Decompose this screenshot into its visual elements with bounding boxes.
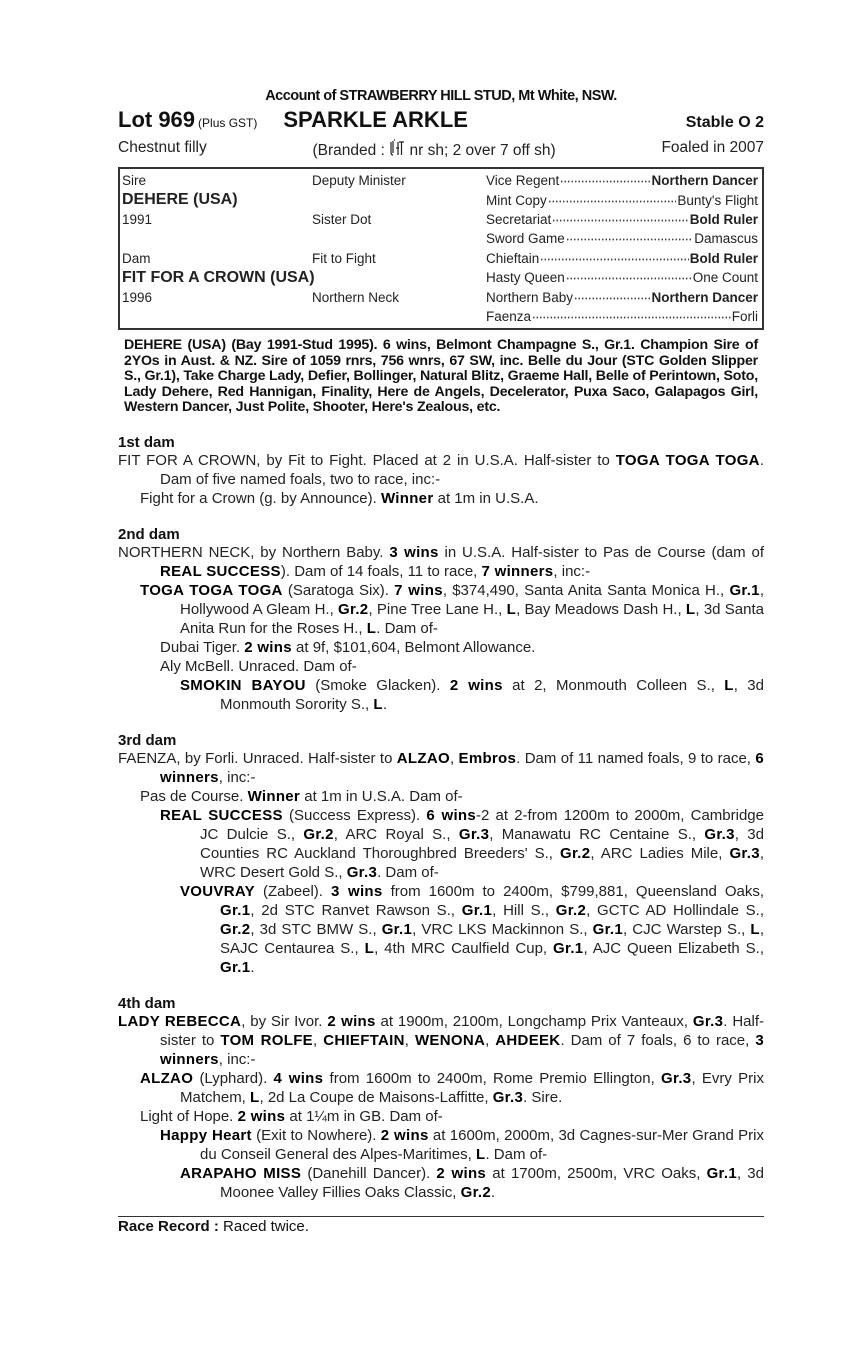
text: (Lyphard).	[193, 1069, 274, 1087]
text: , 2d STC Ranvet Rawson S.,	[250, 901, 462, 919]
text: from 1600m to 2400m, Rome Premio Ellington,	[323, 1069, 662, 1087]
leader-dots	[566, 238, 693, 242]
bold-text: Gr.1	[461, 901, 493, 919]
text: at 1m in U.S.A. Dam of-	[300, 787, 463, 805]
pedigree-col1: Dam	[122, 250, 151, 266]
ancestor-sire: Damascus	[694, 231, 758, 247]
brand-suffix: nr sh; 2 over 7 off sh)	[405, 142, 556, 159]
text: , Manawatu RC Centaine S.,	[489, 825, 705, 843]
text: , ARC Royal S.,	[333, 825, 459, 843]
bold-text: REAL SUCCESS	[160, 806, 283, 824]
leader-dots	[552, 219, 688, 223]
brand-info	[313, 139, 556, 161]
text: .	[491, 1183, 496, 1201]
text: , $374,490, Santa Anita Santa Monica H.,	[442, 581, 730, 599]
dam-section	[118, 995, 764, 1202]
bold-text: Happy Heart	[160, 1126, 252, 1144]
text: ,	[313, 1031, 324, 1049]
family-entry	[118, 451, 764, 489]
bold-text: TOGA TOGA TOGA	[140, 581, 283, 599]
text: Light of Hope.	[140, 1107, 238, 1125]
text: NORTHERN NECK, by Northern Baby.	[118, 543, 390, 561]
family-entry	[118, 1107, 764, 1126]
section-heading: 3rd dam	[118, 731, 177, 749]
horse-name: SPARKLE ARKLE	[283, 107, 468, 132]
text: ,	[449, 749, 459, 767]
ancestor-sire: Bunty's Flight	[677, 192, 758, 208]
section-heading: 4th dam	[118, 994, 176, 1012]
ancestor-sire: One Count	[692, 270, 758, 286]
bold-text: L	[366, 619, 377, 637]
text: .	[250, 958, 255, 976]
text: , 3d Monmouth Sorority S.,	[220, 676, 764, 713]
bold-text: Gr.1	[220, 901, 251, 919]
brand-prefix: (Branded :	[312, 142, 390, 159]
text: from 1600m to 2400m, $799,881, Queensland Oaks,	[382, 882, 765, 900]
text: FAENZA, by Forli. Unraced. Half-sister to	[118, 749, 397, 767]
bold-text: Gr.3	[492, 1088, 524, 1106]
bold-text: Embros	[458, 749, 517, 767]
bold-text: Gr.2	[303, 825, 334, 843]
pedigree-col3	[486, 251, 758, 266]
bold-text: ALZAO	[140, 1069, 194, 1087]
stable-location: Stable O 2	[685, 114, 764, 131]
gst-note: (Plus GST)	[198, 116, 258, 130]
family-entry	[118, 489, 764, 508]
pedigree-col1: 1996	[122, 289, 153, 305]
bold-text: Winner	[247, 787, 301, 805]
brand-icon	[389, 139, 405, 157]
text: , SAJC Centaurea S.,	[220, 920, 765, 957]
bold-text: L	[250, 1088, 260, 1106]
text: ,	[404, 1031, 415, 1049]
text: , AJC Queen Elizabeth S.,	[583, 939, 764, 957]
bold-text: 2 wins	[327, 1012, 376, 1030]
race-record-value: Raced twice.	[223, 1217, 309, 1235]
pedigree-col3	[486, 290, 758, 305]
family-entry	[118, 1126, 764, 1164]
text: Fight for a Crown (g. by Announce).	[140, 489, 381, 507]
text: , 3d STC BMW S.,	[250, 920, 382, 938]
bold-text: REAL SUCCESS	[160, 562, 281, 580]
section-heading: 1st dam	[118, 433, 175, 451]
text: , inc:-	[553, 562, 591, 580]
pedigree-row	[122, 171, 758, 190]
bold-text: Gr.1	[729, 581, 760, 599]
pedigree-col3	[486, 270, 758, 285]
bold-text: LADY REBECCA	[118, 1012, 242, 1030]
family-entry	[118, 543, 764, 581]
text: , 3d Moonee Valley Fillies Oaks Classic,	[220, 1164, 764, 1201]
bold-text: Gr.3	[661, 1069, 692, 1087]
text: ). Dam of 14 foals, 11 to race,	[280, 562, 482, 580]
pedigree-col3	[486, 173, 758, 188]
text: Pas de Course.	[140, 787, 248, 805]
text: at 1m in U.S.A.	[433, 489, 539, 507]
bold-text: Gr.1	[381, 920, 413, 938]
ancestor-name: Faenza	[486, 308, 532, 324]
text: at 1700m, 2500m, VRC Oaks,	[486, 1164, 707, 1182]
sire-summary: DEHERE (USA) (Bay 1991-Stud 1995). 6 wins, Belmont Champagne S., Gr.1. Champion Sire of 2YOs in Aust. & NZ. Sire of 1059 rnrs, 756 wnrs, 67 SW, inc. Belle du Jour (STC Golden Slipper S., Gr.1), Take Charge Lady, Defier, Bollinger, Natural Blitz, Graeme Hall, Belle of Perintown, Soto, Lady Dehere, Red Hannigan, Finality, Here de Angels, Decelerator, Puxa Saco, Galapagos Girl, Western Dancer, Just Polite, Shooter, Here's Zealous, etc.	[124, 337, 758, 416]
bold-text: L	[724, 676, 734, 694]
family-sections	[118, 434, 764, 1202]
bold-text: Winner	[380, 489, 434, 507]
leader-dots	[548, 200, 677, 204]
ancestor-sire: Bold Ruler	[689, 250, 758, 266]
bold-text: TOM ROLFE	[220, 1031, 313, 1049]
family-entry	[118, 676, 764, 714]
bold-text: Gr.3	[692, 1012, 724, 1030]
text: , 3d Counties RC Auckland Thoroughbred Breeders' S.,	[200, 825, 764, 862]
text: . Dam of-	[485, 1145, 548, 1163]
pedigree-row	[122, 287, 758, 306]
ancestor-sire: Northern Dancer	[651, 173, 758, 189]
ancestor-name: Secretariat	[486, 211, 552, 227]
leader-dots	[566, 277, 692, 281]
text: (Smoke Glacken).	[305, 676, 450, 694]
ancestor-sire: Bold Ruler	[689, 211, 758, 227]
family-entry	[118, 657, 764, 676]
text: at 1600m, 2000m, 3d Cagnes-sur-Mer Grand Prix du Conseil General des Alpes-Maritimes,	[200, 1126, 764, 1163]
dam-section	[118, 732, 764, 977]
dam-section	[118, 526, 764, 714]
text: at 1900m, 2100m, Longchamp Prix Vanteaux,	[375, 1012, 693, 1030]
text: , WRC Desert Gold S.,	[200, 844, 765, 881]
pedigree-row	[122, 249, 758, 268]
bold-text: 2 wins	[436, 1164, 487, 1182]
bold-text: 2 wins	[449, 676, 503, 694]
bold-text: AHDEEK	[495, 1031, 561, 1049]
text: ,	[485, 1031, 496, 1049]
bold-text: Gr.2	[220, 920, 251, 938]
bold-text: 3 winners	[160, 1031, 764, 1068]
text: (Danehill Dancer).	[301, 1164, 437, 1182]
family-entry	[118, 749, 764, 787]
bold-text: Gr.2	[338, 600, 369, 618]
text: (Zabeel).	[254, 882, 332, 900]
vendor-account: Account of STRAWBERRY HILL STUD, Mt White, NSW.	[265, 88, 617, 104]
text: , Evry Prix Matchem,	[180, 1069, 764, 1106]
dam-section	[118, 434, 764, 508]
pedigree-col3	[486, 193, 758, 208]
ancestor-name: Sword Game	[486, 231, 565, 247]
bold-text: Gr.1	[553, 939, 584, 957]
ancestor-name: Hasty Queen	[486, 270, 565, 286]
bold-text: VOUVRAY	[180, 882, 255, 900]
bold-text: SMOKIN BAYOU	[180, 676, 306, 694]
text: . Dam of-	[377, 863, 439, 881]
family-entry	[118, 1069, 764, 1107]
pedigree-col1: 1991	[122, 211, 153, 227]
horse-description: Chestnut filly	[118, 139, 207, 156]
text: in U.S.A. Half-sister to Pas de Course (dam of	[438, 543, 764, 561]
bold-text: L	[685, 600, 696, 618]
text: at 9f, $101,604, Belmont Allowance.	[291, 638, 536, 656]
bold-text: L	[750, 920, 760, 938]
ancestor-sire: Forli	[731, 308, 758, 324]
pedigree-col1: Sire	[122, 173, 147, 189]
family-entry	[118, 806, 764, 882]
catalogue-page	[118, 88, 764, 1235]
text: , Pine Tree Lane H.,	[368, 600, 507, 618]
pedigree-col2: Sister Dot	[312, 211, 372, 227]
text: .	[382, 695, 388, 713]
bold-text: 3 wins	[331, 882, 383, 900]
leader-dots	[560, 180, 650, 184]
leader-dots	[532, 316, 731, 320]
bold-text: Gr.3	[346, 863, 378, 881]
text: , 2d La Coupe de Maisons-Laffitte,	[259, 1088, 493, 1106]
family-entry	[118, 581, 764, 638]
foaled-year: Foaled in 2007	[661, 139, 764, 156]
family-entry	[118, 1164, 764, 1202]
family-entry	[118, 638, 764, 657]
text: (Success Express).	[282, 806, 427, 824]
bold-text: 7 wins	[394, 581, 443, 599]
bold-text: Gr.1	[706, 1164, 737, 1182]
text: , Hollywood A Gleam H.,	[180, 581, 764, 618]
pedigree-col2: Deputy Minister	[312, 173, 406, 189]
bold-text: Gr.3	[704, 825, 735, 843]
text: at 1¼m in GB. Dam of-	[285, 1107, 443, 1125]
bold-text: Gr.1	[592, 920, 624, 938]
leader-dots	[540, 258, 688, 262]
pedigree-table	[118, 167, 764, 330]
text: . Half-sister to	[160, 1012, 764, 1049]
description-line	[118, 139, 764, 161]
text: , inc:-	[218, 1050, 256, 1068]
bold-text: Gr.2	[555, 901, 587, 919]
text: , inc:-	[218, 768, 256, 786]
bold-text: L	[506, 600, 517, 618]
text: FIT FOR A CROWN, by Fit to Fight. Placed at 2 in U.S.A. Half-sister to	[118, 451, 616, 469]
pedigree-row	[122, 307, 758, 326]
lot-line	[118, 107, 764, 135]
text: at 2, Monmouth Colleen S.,	[502, 676, 725, 694]
ancestor-name: Northern Baby	[486, 289, 574, 305]
text: (Saratoga Six).	[282, 581, 395, 599]
bold-text: 6 winners	[160, 749, 764, 786]
ancestor-name: Mint Copy	[486, 192, 547, 208]
text: , GCTC AD Hollindale S.,	[586, 901, 765, 919]
bold-text: ALZAO	[396, 749, 450, 767]
bold-text: L	[373, 695, 383, 713]
leader-dots	[574, 297, 650, 301]
text: , CJC Warstep S.,	[623, 920, 751, 938]
family-entry	[118, 1012, 764, 1069]
bold-text: 6 wins	[426, 806, 477, 824]
bold-text: 3 wins	[389, 543, 439, 561]
lot-number: Lot 969	[118, 107, 196, 132]
text: , by Sir Ivor.	[241, 1012, 328, 1030]
bold-text: Gr.3	[458, 825, 490, 843]
text: , 4th MRC Caulfield Cup,	[374, 939, 554, 957]
bold-text: Gr.2	[460, 1183, 492, 1201]
text: , 3d Santa Anita Run for the Roses H.,	[180, 600, 764, 637]
ancestor-name: Vice Regent	[486, 173, 560, 189]
ancestor-name: Chieftain	[486, 250, 540, 266]
text: Dubai Tiger.	[160, 638, 245, 656]
text: Aly McBell. Unraced. Dam of-	[160, 657, 357, 675]
pedigree-row	[122, 268, 758, 287]
bold-text: Gr.3	[729, 844, 760, 862]
bold-text: WENONA	[414, 1031, 486, 1049]
bold-text: 4 wins	[273, 1069, 324, 1087]
pedigree-row	[122, 229, 758, 248]
pedigree-col2: Northern Neck	[312, 289, 400, 305]
section-heading: 2nd dam	[118, 525, 180, 543]
ancestor-sire: Northern Dancer	[651, 289, 758, 305]
bold-text: 2 wins	[244, 638, 292, 656]
bold-text: TOGA TOGA TOGA	[615, 451, 760, 469]
pedigree-col3	[486, 231, 758, 246]
bold-text: L	[364, 939, 375, 957]
bold-text: ARAPAHO MISS	[180, 1164, 302, 1182]
text: , VRC LKS Mackinnon S.,	[412, 920, 593, 938]
text: , Hill S.,	[492, 901, 556, 919]
text: . Dam of 11 named foals, 9 to race,	[516, 749, 756, 767]
pedigree-row	[122, 210, 758, 229]
text: (Exit to Nowhere).	[251, 1126, 381, 1144]
text: . Sire.	[523, 1088, 563, 1106]
text: . Dam of 7 foals, 6 to race,	[560, 1031, 756, 1049]
race-record-label: Race Record :	[118, 1217, 224, 1235]
bold-text: L	[475, 1145, 486, 1163]
text: , Bay Meadows Dash H.,	[516, 600, 686, 618]
family-entry	[118, 787, 764, 806]
text: -2 at 2-from 1200m to 2000m, Cambridge JC Dulcie S.,	[200, 806, 764, 843]
pedigree-row	[122, 190, 758, 209]
text: . Dam of five named foals, two to race, inc:-	[160, 451, 764, 488]
pedigree-col1: DEHERE (USA)	[122, 191, 238, 209]
family-entry	[118, 882, 764, 977]
pedigree-col3	[486, 309, 758, 324]
bold-text: 2 wins	[237, 1107, 286, 1125]
bold-text: Gr.1	[220, 958, 251, 976]
pedigree-col3	[486, 212, 758, 227]
text: , ARC Ladies Mile,	[590, 844, 730, 862]
text: . Dam of-	[376, 619, 438, 637]
bold-text: 7 winners	[481, 562, 554, 580]
bold-text: 2 wins	[380, 1126, 429, 1144]
pedigree-col2: Fit to Fight	[312, 250, 376, 266]
bold-text: Gr.2	[560, 844, 591, 862]
bold-text: CHIEFTAIN	[323, 1031, 405, 1049]
pedigree-col1: FIT FOR A CROWN (USA)	[122, 268, 315, 286]
race-record	[118, 1216, 764, 1235]
